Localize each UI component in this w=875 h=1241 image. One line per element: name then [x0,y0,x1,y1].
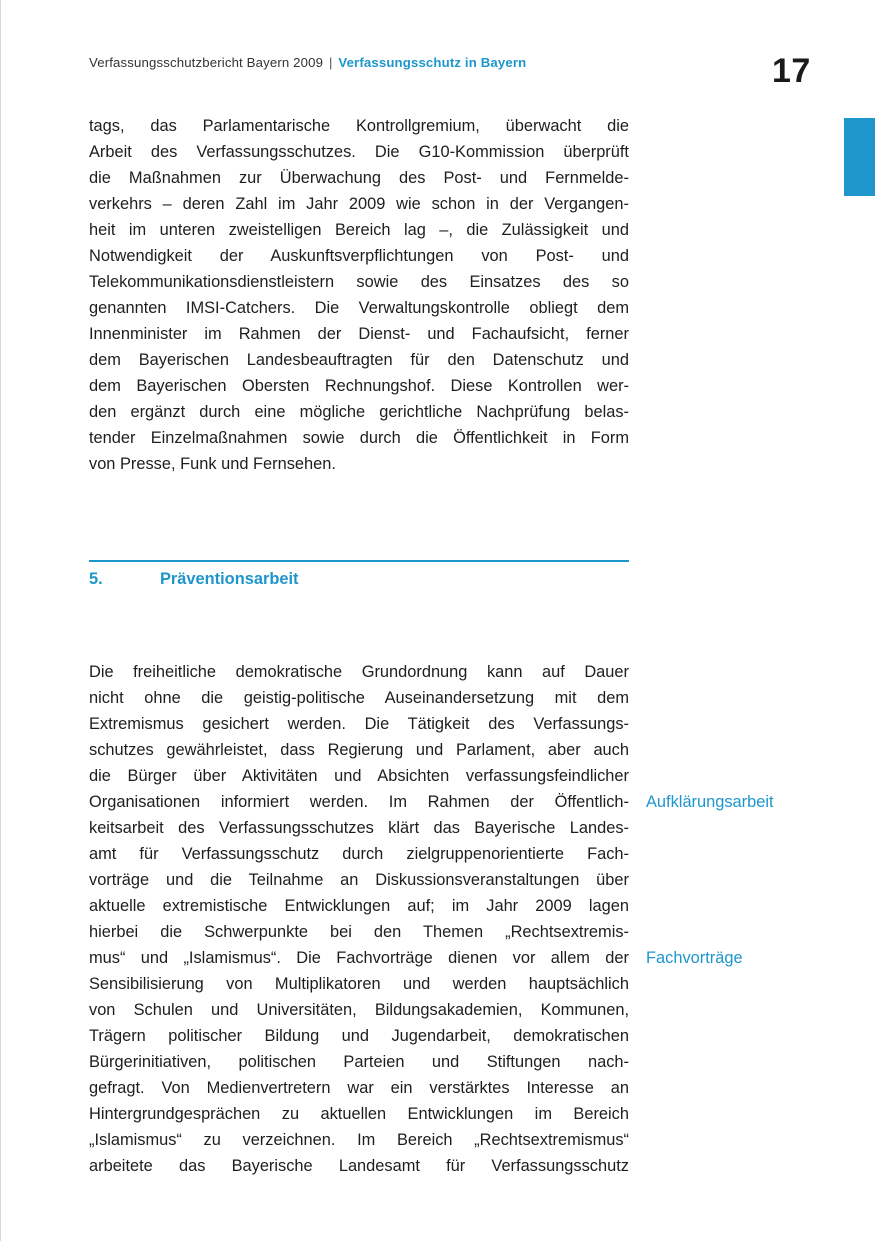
text-line: schutzes gewährleistet, dass Regierung und Parlament, aber auch [89,741,629,759]
header-publication: Verfassungsschutzbericht Bayern 2009 [89,55,324,70]
text-line: tender Einzelmaßnahmen sowie durch die Öffentlichkeit in Form [89,429,629,447]
text-line: tags, das Parlamentarische Kontrollgremium, überwacht die [89,117,629,135]
margin-note-fachvortraege: Fachvorträge [646,949,743,967]
chapter-tab-marker [844,118,875,196]
text-line: Die freiheitliche demokratische Grundordnung kann auf Dauer [89,663,629,681]
text-line: Bürgerinitiativen, politischen Parteien und Stiftungen nach- [89,1053,629,1071]
section-title: Präventionsarbeit [160,570,299,588]
text-line: arbeitete das Bayerische Landesamt für Verfassungsschutz [89,1157,629,1175]
text-line: die Maßnahmen zur Überwachung des Post- und Fernmelde- [89,169,629,187]
text-line: mus“ und „Islamismus“. Die Fachvorträge dienen vor allem der [89,949,629,967]
text-line: Innenminister im Rahmen der Dienst- und Fachaufsicht, ferner [89,325,629,343]
page-edge [0,0,1,1241]
text-line: die Bürger über Aktivitäten und Absichten verfassungsfeindlicher [89,767,629,785]
text-line: Extremismus gesichert werden. Die Tätigkeit des Verfassungs- [89,715,629,733]
paragraph-prevention [89,659,629,1179]
text-line: genannten IMSI-Catchers. Die Verwaltungskontrolle obliegt dem [89,299,629,317]
section-divider [89,560,629,562]
text-line: verkehrs – deren Zahl im Jahr 2009 wie schon in der Vergangen- [89,195,629,213]
text-line: Sensibilisierung von Multiplikatoren und werden hauptsächlich [89,975,629,993]
text-line: Hintergrundgesprächen zu aktuellen Entwicklungen im Bereich [89,1105,629,1123]
text-line: gefragt. Von Medienvertretern war ein verstärktes Interesse an [89,1079,629,1097]
text-line: dem Bayerischen Obersten Rechnungshof. Diese Kontrollen wer- [89,377,629,395]
text-line: dem Bayerischen Landesbeauftragten für den Datenschutz und [89,351,629,369]
text-line: den ergänzt durch eine mögliche gerichtliche Nachprüfung belas- [89,403,629,421]
text-line: „Islamismus“ zu verzeichnen. Im Bereich „Rechtsextremismus“ [89,1131,629,1149]
text-line: keitsarbeit des Verfassungsschutzes klärt das Bayerische Landes- [89,819,629,837]
margin-note-aufklaerungsarbeit: Aufklärungsarbeit [646,793,774,811]
text-line: Arbeit des Verfassungsschutzes. Die G10-Kommission überprüft [89,143,629,161]
page-number: 17 [772,52,811,90]
text-line: Notwendigkeit der Auskunftsverpflichtungen von Post- und [89,247,629,265]
text-line: aktuelle extremistische Entwicklungen auf; im Jahr 2009 lagen [89,897,629,915]
header-separator: | [328,55,333,70]
header-section-title: Verfassungsschutz in Bayern [338,55,527,70]
running-header [89,55,649,70]
text-line: amt für Verfassungsschutz durch zielgruppenorientierte Fach- [89,845,629,863]
text-line: Telekommunikationsdienstleistern sowie des Einsatzes des so [89,273,629,291]
section-number: 5. [89,570,103,588]
text-line: heit im unteren zweistelligen Bereich lag –, die Zulässigkeit und [89,221,629,239]
text-line: vorträge und die Teilnahme an Diskussionsveranstaltungen über [89,871,629,889]
text-line: Trägern politischer Bildung und Jugendarbeit, demokratischen [89,1027,629,1045]
text-line: nicht ohne die geistig-politische Auseinandersetzung mit dem [89,689,629,707]
text-line: von Schulen und Universitäten, Bildungsakademien, Kommunen, [89,1001,629,1019]
paragraph-control [89,113,629,477]
text-line: hierbei die Schwerpunkte bei den Themen „Rechtsextremis- [89,923,629,941]
text-line: Organisationen informiert werden. Im Rahmen der Öffentlich- [89,793,629,811]
text-line: von Presse, Funk und Fernsehen. [89,455,336,473]
